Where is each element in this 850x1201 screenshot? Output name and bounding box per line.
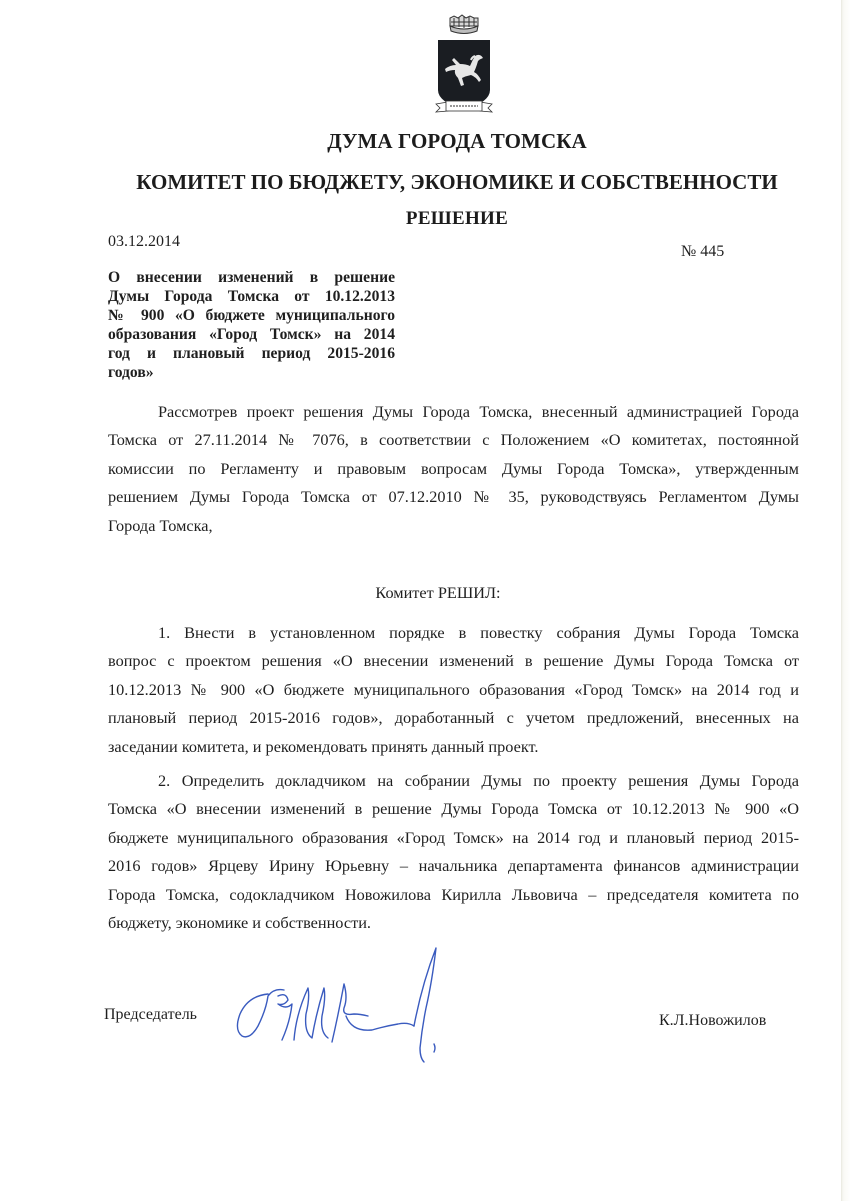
paragraph-line: плановый период 2015-2016 годов», доработанный с учетом предложений, внесенных на xyxy=(108,708,799,728)
paragraph-line: Города Томска, содокладчиком Новожилова Кирилла Львовича – председателя комитета по xyxy=(108,884,799,904)
preamble-paragraph xyxy=(108,398,799,540)
organization-title: ДУМА ГОРОДА ТОМСКА xyxy=(327,129,587,153)
paragraph-line: 10.12.2013 № 900 «О бюджете муниципального образования «Город Томск» на 2014 год и xyxy=(108,679,799,699)
paragraph-line: 1. Внести в установленном порядке в повестку собрания Думы Города Томска xyxy=(158,623,799,642)
document-date: 03.12.2014 xyxy=(108,233,180,250)
paragraph-line: вопрос с проектом решения «О внесении изменений в решение Думы Города Томска от xyxy=(108,651,799,671)
subject-line: образования «Город Томск» на 2014 xyxy=(108,326,395,343)
coat-of-arms-icon xyxy=(428,12,500,116)
document-type-title: РЕШЕНИЕ xyxy=(405,208,509,229)
paragraph-line: комиссии по Регламенту и правовым вопросам Думы Города Томска», утвержденным xyxy=(108,458,799,478)
resolved-heading: Комитет РЕШИЛ: xyxy=(375,583,501,602)
subject-line: О внесении изменений в решение xyxy=(108,269,395,286)
paragraph-line: Рассмотрев проект решения Думы Города Томска, внесенный администрацией Города xyxy=(158,402,799,421)
subject-line: год и плановый период 2015-2016 xyxy=(108,345,395,362)
paragraph-line: решением Думы Города Томска от 07.12.2010 № 35, руководствуясь Регламентом Думы xyxy=(108,487,799,507)
paragraph-line: Томска от 27.11.2014 № 7076, в соответствии с Положением «О комитетах, постоянной xyxy=(108,430,799,450)
handwritten-signature-icon xyxy=(228,944,488,1066)
signatory-role: Председатель xyxy=(104,1006,197,1023)
paragraph-line: 2. Определить докладчиком на собрании Думы по проекту решения Думы Города xyxy=(158,771,799,790)
paragraph-line: Города Томска, xyxy=(108,515,213,535)
resolution-item-1 xyxy=(108,619,799,761)
paragraph-line: бюджету, экономике и собственности. xyxy=(108,913,371,933)
subject-line: Думы Города Томска от 10.12.2013 xyxy=(108,288,395,305)
subject-line: годов» xyxy=(108,364,154,381)
paragraph-line: Томска «О внесении изменений в решение Думы Города Томска от 10.12.2013 № 900 «О xyxy=(108,799,799,819)
committee-title: КОМИТЕТ ПО БЮДЖЕТУ, ЭКОНОМИКЕ И СОБСТВЕННОСТИ xyxy=(136,170,778,194)
paragraph-line: заседании комитета, и рекомендовать принять данный проект. xyxy=(108,736,539,756)
subject-line: № 900 «О бюджете муниципального xyxy=(108,307,395,324)
resolution-item-2 xyxy=(108,767,799,937)
signatory-name: К.Л.Новожилов xyxy=(659,1012,767,1029)
document-subject xyxy=(108,268,395,382)
paragraph-line: бюджете муниципального образования «Город Томск» на 2014 год и плановый период 2015- xyxy=(108,827,799,847)
paragraph-line: 2016 годов» Ярцеву Ирину Юрьевну – начальника департамента финансов администрации xyxy=(108,856,799,876)
document-number: № 445 xyxy=(681,243,725,260)
